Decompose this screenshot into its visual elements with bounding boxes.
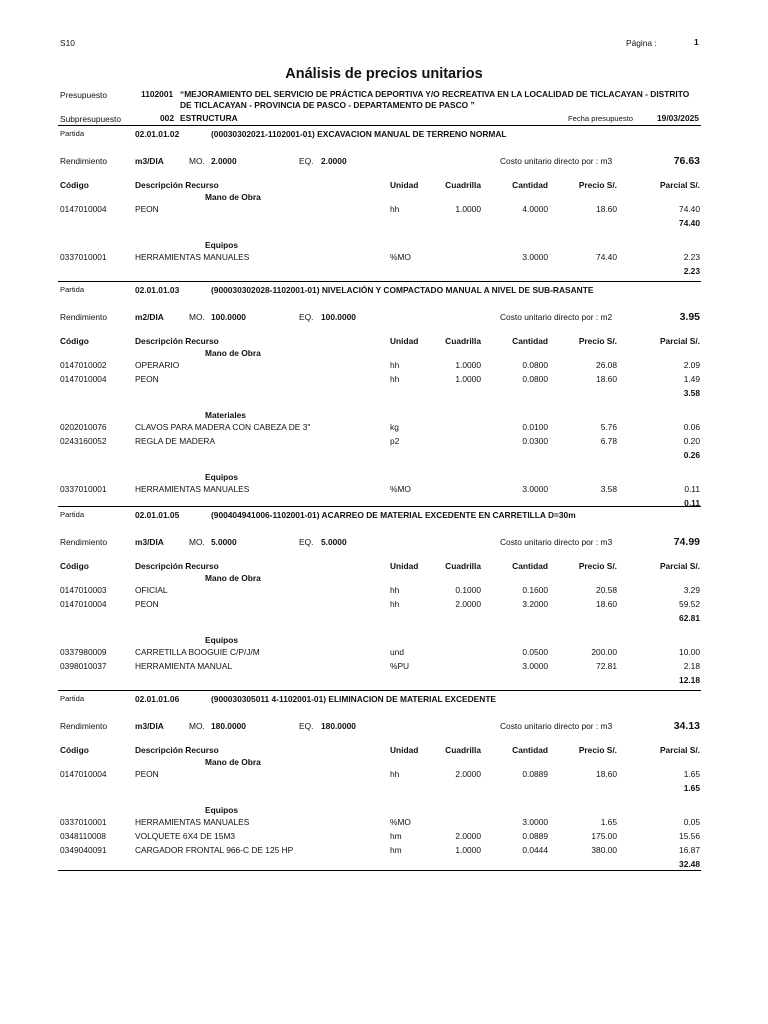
partida-description: (900030305011 4-1102001-01) ELIMINACION DE MATERIAL EXCEDENTE — [211, 694, 497, 704]
group-subtotal: 0.11 — [684, 498, 700, 508]
subpresupuesto-name: ESTRUCTURA — [180, 113, 238, 123]
row-cuadrilla: 2.0000 — [455, 599, 481, 609]
row-unidad: hh — [390, 360, 400, 370]
row-parcial: 3.29 — [683, 585, 700, 595]
presupuesto-label: Presupuesto — [60, 90, 108, 100]
col-header-unidad: Unidad — [390, 336, 419, 346]
row-parcial: 0.20 — [683, 436, 700, 446]
partida-description: (900030302028-1102001-01) NIVELACIÓN Y COMPACTADO MANUAL A NIVEL DE SUB-RASANTE — [211, 285, 594, 295]
rendimiento-label: Rendimiento — [60, 721, 108, 731]
subpresupuesto-label: Subpresupuesto — [60, 114, 121, 124]
row-cantidad: 3.0000 — [522, 817, 548, 827]
rendimiento-unit: m2/DIA — [135, 312, 164, 322]
col-header-precio: Precio S/. — [578, 561, 617, 571]
row-precio: 200.00 — [591, 647, 617, 657]
col-header-unidad: Unidad — [390, 180, 419, 190]
col-header-parcial: Parcial S/. — [659, 561, 700, 571]
row-parcial: 2.23 — [683, 252, 700, 262]
row-cantidad: 4.0000 — [522, 204, 548, 214]
row-precio: 3.58 — [600, 484, 617, 494]
row-precio: 18.60 — [596, 204, 617, 214]
row-unidad: %PU — [390, 661, 410, 671]
group-subtotal: 0.26 — [683, 450, 700, 460]
row-parcial: 1.49 — [683, 374, 700, 384]
row-precio: 26.08 — [596, 360, 617, 370]
presupuesto-code: 1102001 — [141, 89, 174, 99]
row-codigo: 0398010037 — [60, 661, 107, 671]
row-codigo: 0147010004 — [60, 204, 107, 214]
group-subtotal: 62.81 — [679, 613, 700, 623]
row-codigo: 0147010003 — [60, 585, 107, 595]
row-precio: 74.40 — [596, 252, 617, 262]
col-header-unidad: Unidad — [390, 745, 419, 755]
partida-code: 02.01.01.02 — [135, 129, 180, 139]
row-cantidad: 0.1600 — [522, 585, 548, 595]
group-subtotal: 12.18 — [679, 675, 700, 685]
row-descripcion: HERRAMIENTAS MANUALES — [135, 817, 250, 827]
row-cantidad: 0.0889 — [522, 831, 548, 841]
partida-description: (900404941006-1102001-01) ACARREO DE MATERIAL EXCEDENTE EN CARRETILLA D=30m — [211, 510, 576, 520]
row-cantidad: 0.0800 — [522, 360, 548, 370]
eq-value: 2.0000 — [321, 156, 347, 166]
row-codigo: 0147010004 — [60, 374, 107, 384]
section-bottom-rule — [58, 870, 701, 871]
row-parcial: 74.40 — [679, 204, 700, 214]
group-heading: Equipos — [205, 635, 239, 645]
costo-label: Costo unitario directo por : m2 — [500, 312, 613, 322]
mo-label: MO. — [189, 721, 205, 731]
group-heading: Materiales — [205, 410, 246, 420]
col-header-codigo: Código — [60, 180, 89, 190]
row-cantidad: 3.0000 — [522, 484, 548, 494]
col-header-cuadrilla: Cuadrilla — [445, 561, 481, 571]
col-header-parcial: Parcial S/. — [659, 336, 700, 346]
mo-label: MO. — [189, 156, 205, 166]
row-codigo: 0337980009 — [60, 647, 107, 657]
col-header-parcial: Parcial S/. — [659, 180, 700, 190]
row-cantidad: 0.0300 — [522, 436, 548, 446]
col-header-precio: Precio S/. — [578, 336, 617, 346]
row-unidad: kg — [390, 422, 399, 432]
row-parcial: 59.52 — [679, 599, 700, 609]
report-code: S10 — [60, 38, 75, 48]
col-header-descripcion: Descripción Recurso — [135, 561, 219, 571]
col-header-cuadrilla: Cuadrilla — [445, 336, 481, 346]
mo-value: 5.0000 — [211, 537, 237, 547]
mo-label: MO. — [189, 537, 205, 547]
col-header-unidad: Unidad — [390, 561, 419, 571]
row-codigo: 0337010001 — [60, 252, 107, 262]
row-descripcion: REGLA DE MADERA — [135, 436, 216, 446]
partida-description: (00030302021-1102001-01) EXCAVACION MANUAL DE TERRENO NORMAL — [211, 129, 507, 139]
row-descripcion: VOLQUETE 6X4 DE 15M3 — [135, 831, 236, 841]
presupuesto-description: “MEJORAMIENTO DEL SERVICIO DE PRÁCTICA DEPORTIVA Y/O RECREATIVA EN LA LOCALIDAD DE TICLACAYAN - DISTRITO DE TICLACAYAN - PROVINCIA DE PASCO - DEPARTAMENTO DE PASCO ” — [180, 89, 690, 110]
row-descripcion: PEON — [135, 374, 159, 384]
rendimiento-unit: m3/DIA — [135, 721, 164, 731]
row-cantidad: 0.0100 — [522, 422, 548, 432]
group-heading: Mano de Obra — [205, 757, 261, 767]
row-precio: 380.00 — [591, 845, 617, 855]
row-cuadrilla: 1.0000 — [455, 360, 481, 370]
col-header-descripcion: Descripción Recurso — [135, 180, 219, 190]
mo-value: 100.0000 — [211, 312, 246, 322]
row-descripcion: PEON — [135, 599, 159, 609]
row-parcial: 2.09 — [683, 360, 700, 370]
col-header-cantidad: Cantidad — [512, 336, 548, 346]
eq-label: EQ. — [299, 312, 314, 322]
row-codigo: 0349040091 — [60, 845, 107, 855]
rendimiento-label: Rendimiento — [60, 156, 108, 166]
partida-label: Partida — [60, 129, 85, 138]
costo-value: 34.13 — [673, 720, 700, 732]
partida-label: Partida — [60, 694, 85, 703]
col-header-parcial: Parcial S/. — [659, 745, 700, 755]
row-descripcion: HERRAMIENTAS MANUALES — [135, 252, 250, 262]
row-cantidad: 0.0800 — [522, 374, 548, 384]
page-label: Página : — [626, 38, 657, 48]
row-cuadrilla: 1.0000 — [455, 204, 481, 214]
costo-label: Costo unitario directo por : m3 — [500, 156, 613, 166]
row-codigo: 0348110008 — [60, 831, 106, 841]
fecha-label: Fecha presupuesto — [568, 114, 634, 123]
row-descripcion: PEON — [135, 204, 159, 214]
row-descripcion: PEON — [135, 769, 159, 779]
row-cantidad: 0.0444 — [522, 845, 548, 855]
mo-value: 2.0000 — [211, 156, 237, 166]
col-header-descripcion: Descripción Recurso — [135, 745, 219, 755]
row-unidad: hh — [390, 585, 400, 595]
row-parcial: 2.18 — [683, 661, 700, 671]
page-title: Análisis de precios unitarios — [285, 66, 483, 82]
row-parcial: 0.05 — [683, 817, 700, 827]
row-descripcion: CLAVOS PARA MADERA CON CABEZA DE 3" — [135, 422, 311, 432]
costo-value: 3.95 — [679, 311, 700, 323]
row-cantidad: 3.2000 — [522, 599, 548, 609]
row-cantidad: 3.0000 — [522, 661, 548, 671]
row-parcial: 1.65 — [683, 769, 700, 779]
mo-value: 180.0000 — [211, 721, 246, 731]
row-codigo: 0147010002 — [60, 360, 107, 370]
rendimiento-label: Rendimiento — [60, 312, 108, 322]
row-unidad: %MO — [390, 252, 411, 262]
col-header-cuadrilla: Cuadrilla — [445, 745, 481, 755]
mo-label: MO. — [189, 312, 205, 322]
row-precio: 6.78 — [600, 436, 617, 446]
eq-value: 100.0000 — [321, 312, 356, 322]
group-heading: Equipos — [205, 472, 239, 482]
row-codigo: 0147010004 — [60, 769, 107, 779]
row-unidad: hm — [390, 845, 402, 855]
col-header-codigo: Código — [60, 336, 89, 346]
rendimiento-unit: m3/DIA — [135, 537, 164, 547]
rendimiento-label: Rendimiento — [60, 537, 108, 547]
row-unidad: hh — [390, 204, 400, 214]
group-heading: Mano de Obra — [205, 192, 261, 202]
page-number: 1 — [694, 37, 699, 47]
row-descripcion: OFICIAL — [135, 585, 168, 595]
row-precio: 18.60 — [596, 599, 617, 609]
row-parcial: 10.00 — [679, 647, 700, 657]
section-top-rule — [58, 506, 701, 507]
group-heading: Equipos — [205, 805, 239, 815]
row-codigo: 0202010076 — [60, 422, 107, 432]
row-cuadrilla: 1.0000 — [455, 845, 481, 855]
col-header-descripcion: Descripción Recurso — [135, 336, 219, 346]
section-top-rule — [58, 281, 701, 282]
row-unidad: %MO — [390, 817, 411, 827]
col-header-precio: Precio S/. — [578, 180, 617, 190]
row-descripcion: CARGADOR FRONTAL 966-C DE 125 HP — [135, 845, 294, 855]
costo-label: Costo unitario directo por : m3 — [500, 721, 613, 731]
eq-label: EQ. — [299, 537, 314, 547]
fecha-value: 19/03/2025 — [657, 113, 699, 123]
group-subtotal: 2.23 — [683, 266, 700, 276]
group-heading: Mano de Obra — [205, 573, 261, 583]
col-header-cuadrilla: Cuadrilla — [445, 180, 481, 190]
row-unidad: und — [390, 647, 404, 657]
row-parcial: 0.11 — [684, 484, 700, 494]
row-cuadrilla: 2.0000 — [455, 831, 481, 841]
row-precio: 18.60 — [596, 374, 617, 384]
col-header-cantidad: Cantidad — [512, 561, 548, 571]
group-subtotal: 74.40 — [679, 218, 700, 228]
eq-label: EQ. — [299, 156, 314, 166]
row-unidad: %MO — [390, 484, 411, 494]
row-precio: 1.65 — [600, 817, 617, 827]
row-precio: 18.60 — [596, 769, 617, 779]
row-descripcion: CARRETILLA BOOGUIE C/P/J/M — [135, 647, 260, 657]
row-precio: 72.81 — [596, 661, 617, 671]
partida-code: 02.01.01.06 — [135, 694, 180, 704]
row-cantidad: 3.0000 — [522, 252, 548, 262]
row-unidad: p2 — [390, 436, 400, 446]
row-precio: 5.76 — [600, 422, 617, 432]
rendimiento-unit: m3/DIA — [135, 156, 164, 166]
partida-code: 02.01.01.05 — [135, 510, 180, 520]
row-precio: 175.00 — [591, 831, 617, 841]
row-descripcion: HERRAMIENTA MANUAL — [135, 661, 233, 671]
group-heading: Mano de Obra — [205, 348, 261, 358]
row-codigo: 0147010004 — [60, 599, 107, 609]
row-cuadrilla: 1.0000 — [455, 374, 481, 384]
row-unidad: hh — [390, 599, 400, 609]
row-descripcion: HERRAMIENTAS MANUALES — [135, 484, 250, 494]
col-header-cantidad: Cantidad — [512, 180, 548, 190]
group-subtotal: 32.48 — [679, 859, 700, 869]
col-header-codigo: Código — [60, 745, 89, 755]
row-unidad: hh — [390, 374, 400, 384]
section-top-rule — [58, 690, 701, 691]
col-header-codigo: Código — [60, 561, 89, 571]
costo-value: 76.63 — [673, 155, 700, 167]
row-unidad: hm — [390, 831, 402, 841]
costo-value: 74.99 — [673, 536, 700, 548]
costo-label: Costo unitario directo por : m3 — [500, 537, 613, 547]
subpresupuesto-code: 002 — [160, 113, 174, 123]
section-top-rule — [58, 125, 701, 126]
row-parcial: 16.87 — [679, 845, 700, 855]
row-codigo: 0243160052 — [60, 436, 107, 446]
group-heading: Equipos — [205, 240, 239, 250]
col-header-cantidad: Cantidad — [512, 745, 548, 755]
eq-value: 180.0000 — [321, 721, 356, 731]
row-codigo: 0337010001 — [60, 484, 107, 494]
row-codigo: 0337010001 — [60, 817, 107, 827]
row-cantidad: 0.0500 — [522, 647, 548, 657]
row-unidad: hh — [390, 769, 400, 779]
row-cuadrilla: 2.0000 — [455, 769, 481, 779]
row-parcial: 0.06 — [683, 422, 700, 432]
row-cantidad: 0.0889 — [522, 769, 548, 779]
row-cuadrilla: 0.1000 — [455, 585, 481, 595]
col-header-precio: Precio S/. — [578, 745, 617, 755]
group-subtotal: 1.65 — [683, 783, 700, 793]
partida-label: Partida — [60, 285, 85, 294]
group-subtotal: 3.58 — [683, 388, 700, 398]
row-parcial: 15.56 — [679, 831, 700, 841]
partida-label: Partida — [60, 510, 85, 519]
eq-label: EQ. — [299, 721, 314, 731]
row-descripcion: OPERARIO — [135, 360, 180, 370]
eq-value: 5.0000 — [321, 537, 347, 547]
partida-code: 02.01.01.03 — [135, 285, 180, 295]
row-precio: 20.58 — [596, 585, 617, 595]
